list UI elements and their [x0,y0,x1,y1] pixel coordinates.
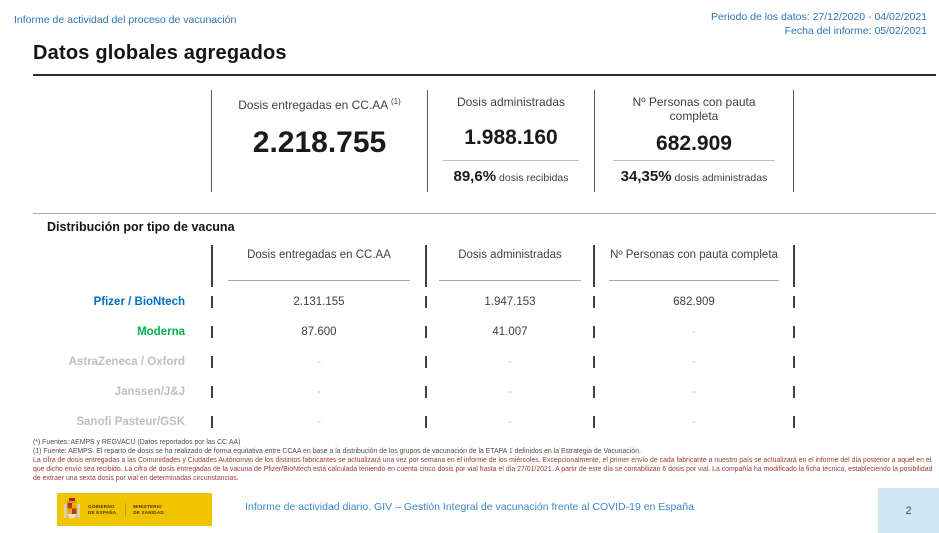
stat-percentage: 34,35% [620,168,672,185]
stat-value: 682.909 [656,132,732,155]
report-date: Fecha del informe: 05/02/2021 [784,25,927,37]
column-underline [228,280,410,281]
stat-percentage-row [443,160,579,186]
column-header-fully-vaccinated: Nº Personas con pauta completa [593,245,795,287]
footnote-sources: (*) Fuentes: AEMPS y REGVACU (Datos reportados por las CC.AA) [33,439,241,446]
cell-administered: 41.007 [425,326,593,338]
footnotes [33,438,936,483]
report-subtitle: Informe de actividad del proceso de vacunación [14,14,237,26]
table-row-moderna [33,317,795,347]
empty-header-cell [33,245,211,287]
stat-doses-administered [427,90,594,192]
table-row-pfizer [33,287,795,317]
vaccine-name: Janssen/J&J [114,386,185,398]
cell-delivered: - [211,416,425,428]
column-underline [609,280,779,281]
stat-percentage: 89,6% [453,168,497,185]
stat-percentage-label: dosis administradas [674,172,768,184]
cell-delivered: - [211,356,425,368]
vaccine-name: Pfizer / BioNtech [93,296,185,308]
footer-report-name: Informe de actividad diario. GIV – Gestión Integral de vacunación frente al COVID-19 en España [245,501,694,513]
section-divider [33,213,936,214]
summary-stats [211,90,794,192]
table-row-janssen [33,377,795,407]
cell-fully-vaccinated: - [593,416,795,428]
cell-delivered: 2.131.155 [211,296,425,308]
page-number: 2 [878,488,939,533]
column-header-administered: Dosis administradas [425,245,593,287]
stat-percentage-label: dosis recibidas [499,172,569,184]
title-underline [33,74,936,76]
logo-text-gobierno: GOBIERNO DE ESPAÑA [88,503,117,515]
table-header-row [33,245,795,287]
column-header-delivered: Dosis entregadas en CC.AA [211,245,425,287]
cell-delivered: - [211,386,425,398]
table-row-sanofi [33,407,795,437]
stat-doses-delivered [211,90,427,192]
cell-fully-vaccinated: - [593,356,795,368]
vaccine-name: AstraZeneca / Oxford [68,356,185,368]
cell-administered: - [425,356,593,368]
cell-fully-vaccinated: - [593,386,795,398]
page-title: Datos globales agregados [33,42,287,64]
stat-label: Dosis entregadas en CC.AA $^{(1)}$ [238,97,401,112]
vaccine-name: Sanofi Pasteur/GSK [76,416,185,428]
distribution-heading: Distribución por tipo de vacuna [47,220,235,234]
table-row-astrazeneca [33,347,795,377]
logo-text-ministerio: MINISTERIO DE SANIDAD [133,503,164,515]
stat-fully-vaccinated [594,90,794,192]
footnote-marker: (1) [390,97,401,106]
cell-administered: - [425,386,593,398]
cell-fully-vaccinated: - [593,326,795,338]
cell-delivered: 87.600 [211,326,425,338]
footnote-1: (1) Fuente: AEMPS. El reparto de dosis se ha realizado de forma equitativa entre CCAA en base a la distribución de los grupos de vacunación de la ETAPA 1 definidos en la Estrategia de Vacunación. [33,448,641,455]
cell-administered: - [425,416,593,428]
vaccine-distribution-table [33,245,795,437]
stat-percentage-row [613,160,775,186]
cell-fully-vaccinated: 682.909 [593,296,795,308]
cell-administered: 1.947.153 [425,296,593,308]
report-dates [711,10,927,38]
stat-label: Dosis administradas [456,95,566,109]
footnote-update-note: La cifra de dosis entregadas a las Comunidades y Ciudades Autónomas de los distintos fabricantes se actualizará una vez por semana en el informe de los miércoles. Excepcionalmente, el primer envío de cada fabricante a nuestro país se actualizará en el informe del día posterior a aquel en el que dicho envío sea recibido. La cifra de dosis entregadas de la vacuna de Pfizer/BioNtech está calculada teniendo en cuenta cinco dosis por vial hasta el día 27/01/2021. A partir de este día se contabilizan 6 dosis por vial. La compañía ha modificado la ficha técnica, estableciendo la posibilidad de extraer una sexta dosis por vial en determinadas circunstancias. [33,457,933,482]
stat-label: Nº Personas con pauta completa [632,95,756,123]
stat-value: 1.988.160 [464,126,558,149]
data-period: Periodo de los datos: 27/12/2020 - 04/02/2021 [711,11,927,23]
vaccine-name: Moderna [137,326,185,338]
column-underline [439,280,582,281]
stat-value: 2.218.755 [252,126,387,159]
